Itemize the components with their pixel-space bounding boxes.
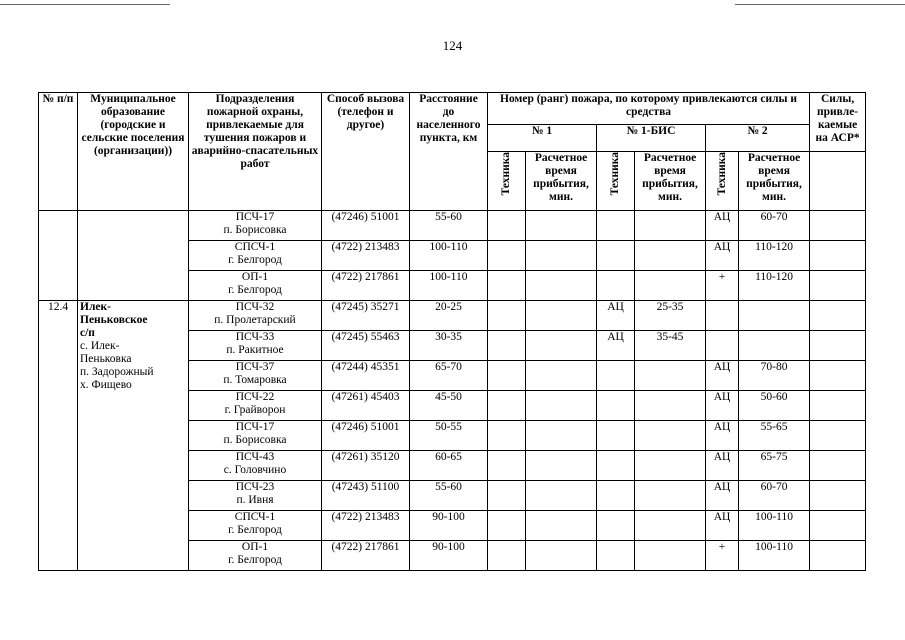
rank1bis-eta (635, 241, 706, 271)
fire-forces-table (38, 92, 866, 571)
rank1bis-equipment (597, 361, 635, 391)
rank1bis-eta (635, 271, 706, 301)
header-equipment-1bis: Техника (597, 152, 635, 211)
rank2-equipment: АЦ (706, 361, 739, 391)
rank1bis-eta (635, 391, 706, 421)
rank2-eta: 55-65 (739, 421, 810, 451)
unit-name: ПСЧ-33 (235, 331, 275, 343)
header-municipality: Муниципальное образование (городские и сельские поселения (организации)) (78, 93, 189, 211)
unit-location: п. Ракитное (226, 344, 284, 356)
header-equipment-2: Техника (706, 152, 739, 211)
rank2-eta (739, 301, 810, 331)
asr-cell (810, 301, 866, 331)
rank2-equipment: + (706, 541, 739, 571)
unit-location: г. Белгород (228, 254, 282, 266)
call-phone: (47261) 45403 (322, 391, 410, 421)
rank1bis-equipment: АЦ (597, 301, 635, 331)
distance-value: 50-55 (410, 421, 488, 451)
rank2-equipment: АЦ (706, 421, 739, 451)
row-municipality-cell (78, 211, 189, 301)
asr-cell (810, 211, 866, 241)
settlement-name: х. Фищево (80, 379, 132, 391)
rank2-eta: 100-110 (739, 511, 810, 541)
unit-location: п. Пролетарский (214, 314, 296, 326)
rank1-equipment (488, 541, 526, 571)
rank1bis-eta: 35-45 (635, 331, 706, 361)
rank1-equipment (488, 331, 526, 361)
rank1-equipment (488, 241, 526, 271)
header-eta-1bis: Расчетное время прибытия, мин. (635, 152, 706, 211)
rank2-eta: 70-80 (739, 361, 810, 391)
settlement-name: п. Задорожный (80, 366, 154, 378)
rank1-equipment (488, 481, 526, 511)
asr-cell (810, 541, 866, 571)
rank2-equipment: + (706, 271, 739, 301)
distance-value: 100-110 (410, 271, 488, 301)
call-phone: (47246) 51001 (322, 421, 410, 451)
distance-value: 90-100 (410, 511, 488, 541)
unit-cell (189, 241, 322, 271)
asr-cell (810, 511, 866, 541)
unit-cell (189, 301, 322, 331)
call-phone: (47246) 51001 (322, 211, 410, 241)
rank2-equipment (706, 301, 739, 331)
rank1-equipment (488, 361, 526, 391)
header-eta-2: Расчетное время прибытия, мин. (739, 152, 810, 211)
header-call-method: Способ вызова (телефон и другое) (322, 93, 410, 211)
call-phone: (47261) 35120 (322, 451, 410, 481)
rank2-eta: 60-70 (739, 481, 810, 511)
rank2-eta: 100-110 (739, 541, 810, 571)
scan-edge-line (735, 4, 905, 5)
unit-cell (189, 511, 322, 541)
distance-value: 45-50 (410, 391, 488, 421)
rank1-eta (526, 271, 597, 301)
rank1-eta (526, 451, 597, 481)
asr-cell (810, 421, 866, 451)
unit-location: п. Борисовка (223, 224, 287, 236)
unit-name: СПСЧ-1 (234, 241, 276, 253)
table-row (39, 211, 866, 241)
unit-location: п. Ивня (236, 494, 274, 506)
unit-name: ПСЧ-22 (235, 391, 275, 403)
rank1-equipment (488, 421, 526, 451)
rank1-equipment (488, 271, 526, 301)
unit-name: ОП-1 (241, 271, 269, 283)
rank1bis-equipment (597, 241, 635, 271)
header-asr-empty (810, 152, 866, 211)
asr-cell (810, 361, 866, 391)
rank1-equipment (488, 301, 526, 331)
rank2-eta: 110-120 (739, 241, 810, 271)
distance-value: 55-60 (410, 481, 488, 511)
unit-cell (189, 271, 322, 301)
rank1bis-equipment (597, 391, 635, 421)
distance-value: 100-110 (410, 241, 488, 271)
header-rank-1bis: № 1-БИС (597, 125, 706, 152)
rank1-equipment (488, 451, 526, 481)
unit-name: ПСЧ-17 (235, 211, 275, 223)
unit-name: ПСЧ-43 (235, 451, 275, 463)
rank1bis-equipment (597, 271, 635, 301)
rank2-equipment: АЦ (706, 511, 739, 541)
unit-location: п. Томаровка (223, 374, 287, 386)
asr-cell (810, 271, 866, 301)
settlement-name: с. Илек- (80, 340, 120, 352)
distance-value: 30-35 (410, 331, 488, 361)
unit-location: г. Белгород (228, 284, 282, 296)
rank2-equipment: АЦ (706, 391, 739, 421)
unit-name: ОП-1 (241, 541, 269, 553)
rank1bis-equipment (597, 451, 635, 481)
rank1-equipment (488, 391, 526, 421)
table-row (39, 301, 866, 331)
rank1bis-equipment (597, 211, 635, 241)
rank1bis-eta (635, 511, 706, 541)
asr-cell (810, 241, 866, 271)
rank1-eta (526, 421, 597, 451)
asr-cell (810, 331, 866, 361)
asr-cell (810, 481, 866, 511)
rank1bis-equipment (597, 421, 635, 451)
municipality-name-line: с/п (80, 327, 95, 339)
page-number: 124 (442, 38, 463, 53)
call-phone: (47243) 51100 (322, 481, 410, 511)
rank2-equipment: АЦ (706, 241, 739, 271)
unit-name: ПСЧ-17 (235, 421, 275, 433)
unit-location: г. Белгород (228, 524, 282, 536)
rank1-eta (526, 331, 597, 361)
rank1bis-equipment (597, 541, 635, 571)
unit-name: ПСЧ-32 (235, 301, 275, 313)
rank1bis-eta: 25-35 (635, 301, 706, 331)
rank1-eta (526, 211, 597, 241)
header-rank-2: № 2 (706, 125, 810, 152)
unit-location: с. Головчино (223, 464, 287, 476)
call-phone: (4722) 213483 (322, 241, 410, 271)
rank2-equipment: АЦ (706, 451, 739, 481)
unit-name: СПСЧ-1 (234, 511, 276, 523)
call-phone: (4722) 217861 (322, 541, 410, 571)
rank1bis-eta (635, 481, 706, 511)
table-body (39, 211, 866, 571)
call-phone: (47245) 55463 (322, 331, 410, 361)
rank1bis-equipment (597, 481, 635, 511)
rank1-eta (526, 301, 597, 331)
rank1bis-eta (635, 361, 706, 391)
rank1bis-eta (635, 211, 706, 241)
header-distance: Расстояние до населенного пункта, км (410, 93, 488, 211)
rank1-eta (526, 361, 597, 391)
unit-cell (189, 481, 322, 511)
scan-edge-line (0, 4, 170, 5)
call-phone: (4722) 213483 (322, 511, 410, 541)
header-fire-rank: Номер (ранг) пожара, по которому привлекаются силы и средства (488, 93, 810, 125)
unit-cell (189, 391, 322, 421)
rank2-equipment (706, 331, 739, 361)
unit-cell (189, 451, 322, 481)
header-equipment-1: Техника (488, 152, 526, 211)
group-number: 12.4 (39, 301, 78, 571)
rank2-eta: 50-60 (739, 391, 810, 421)
distance-value: 55-60 (410, 211, 488, 241)
header-num: № п/п (39, 93, 78, 211)
row-num-cell (39, 211, 78, 301)
distance-value: 90-100 (410, 541, 488, 571)
unit-cell (189, 331, 322, 361)
rank1-eta (526, 391, 597, 421)
asr-cell (810, 451, 866, 481)
unit-location: п. Борисовка (223, 434, 287, 446)
rank2-eta: 65-75 (739, 451, 810, 481)
header-units: Подразделения пожарной охраны, привлекаемые для тушения пожаров и аварийно-спасательных работ (189, 93, 322, 211)
call-phone: (47245) 35271 (322, 301, 410, 331)
unit-location: г. Белгород (228, 554, 282, 566)
municipality-name-line: Илек- (80, 301, 111, 313)
rank1-equipment (488, 211, 526, 241)
rank2-eta (739, 331, 810, 361)
rank1-eta (526, 241, 597, 271)
rank1-equipment (488, 511, 526, 541)
header-asr-forces: Силы, привле-каемые на АСР* (810, 93, 866, 152)
asr-cell (810, 391, 866, 421)
distance-value: 65-70 (410, 361, 488, 391)
unit-cell (189, 211, 322, 241)
rank2-eta: 60-70 (739, 211, 810, 241)
unit-cell (189, 361, 322, 391)
rank1-eta (526, 541, 597, 571)
rank1bis-equipment (597, 511, 635, 541)
group-municipality (78, 301, 189, 571)
municipality-name-line: Пеньковское (80, 314, 148, 326)
header-eta-1: Расчетное время прибытия, мин. (526, 152, 597, 211)
rank2-equipment: АЦ (706, 481, 739, 511)
rank1bis-eta (635, 451, 706, 481)
unit-location: г. Грайворон (224, 404, 286, 416)
rank1bis-eta (635, 421, 706, 451)
unit-name: ПСЧ-23 (235, 481, 275, 493)
header-rank-1: № 1 (488, 125, 597, 152)
settlement-name: Пеньковка (80, 353, 132, 365)
rank2-eta: 110-120 (739, 271, 810, 301)
unit-cell (189, 541, 322, 571)
call-phone: (47244) 45351 (322, 361, 410, 391)
distance-value: 20-25 (410, 301, 488, 331)
call-phone: (4722) 217861 (322, 271, 410, 301)
distance-value: 60-65 (410, 451, 488, 481)
unit-cell (189, 421, 322, 451)
rank1-eta (526, 511, 597, 541)
rank1bis-equipment: АЦ (597, 331, 635, 361)
rank2-equipment: АЦ (706, 211, 739, 241)
unit-name: ПСЧ-37 (235, 361, 275, 373)
rank1bis-eta (635, 541, 706, 571)
rank1-eta (526, 481, 597, 511)
